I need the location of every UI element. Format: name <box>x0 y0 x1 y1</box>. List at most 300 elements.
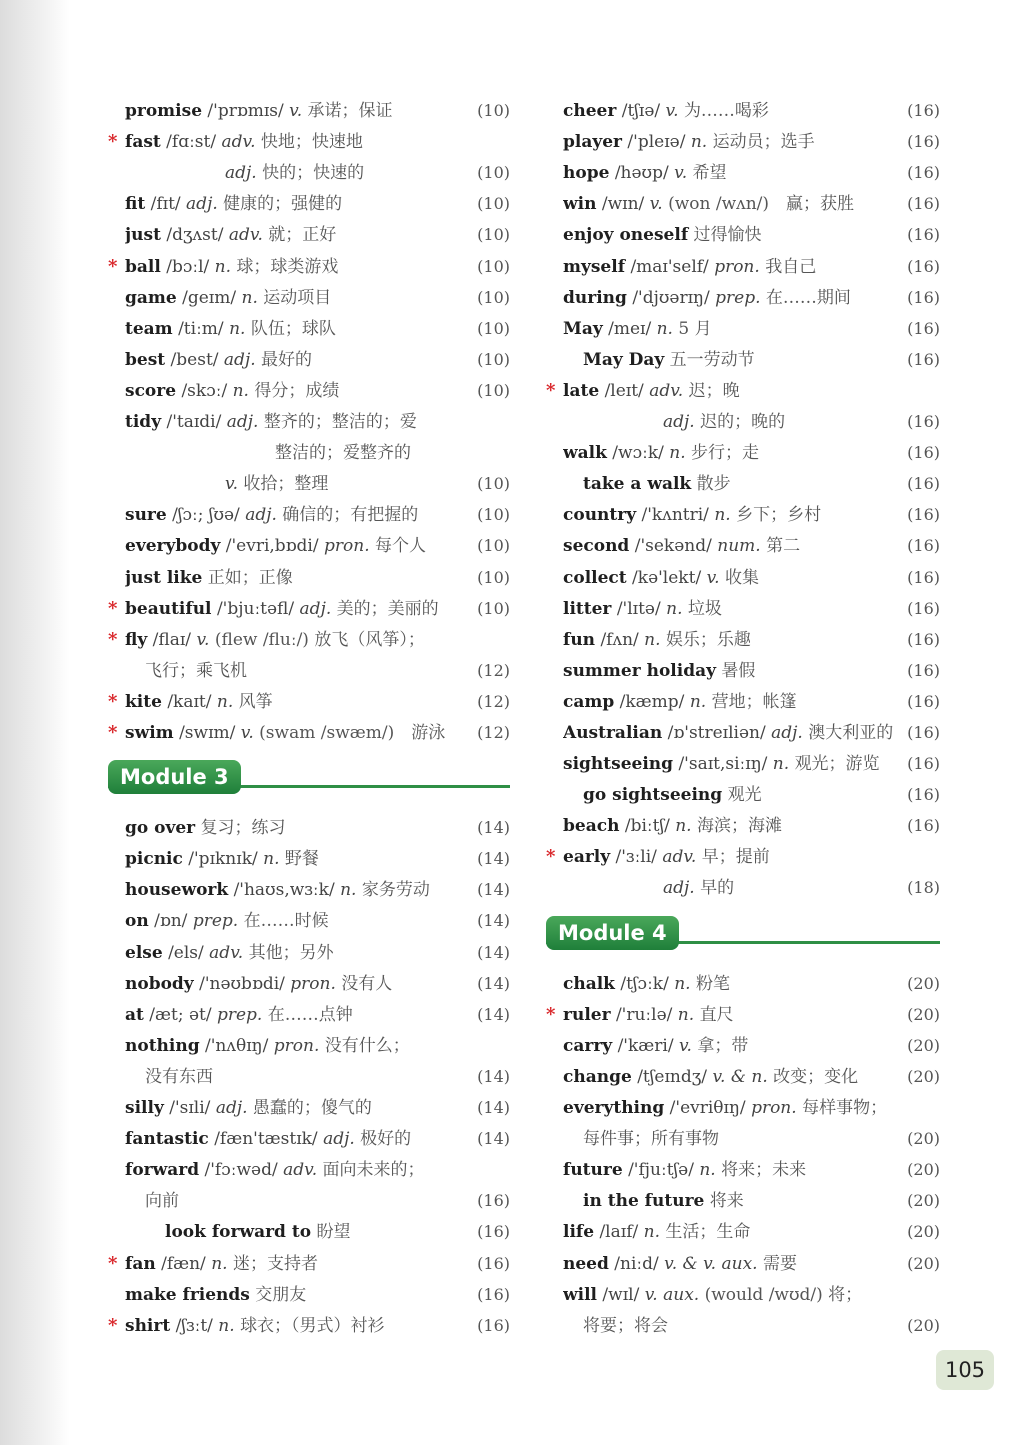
required-star-icon: * <box>108 690 118 712</box>
chinese-meaning: 观光；游览 <box>794 754 880 775</box>
entry-text <box>583 470 900 498</box>
page-reference: (16) <box>907 754 940 774</box>
page-reference: (16) <box>907 194 940 214</box>
headword: fit <box>125 194 146 215</box>
phonetic: /'kʌntri/ <box>641 505 709 526</box>
entry-line <box>100 221 510 249</box>
page-reference: (16) <box>907 660 940 680</box>
page-reference: (10) <box>477 380 510 400</box>
part-of-speech: v. & n. <box>712 1066 768 1087</box>
page-reference: (16) <box>907 723 940 742</box>
part-of-speech: v. <box>289 101 303 121</box>
headword: cheer <box>563 101 617 121</box>
headword: forward <box>125 1160 200 1181</box>
phonetic: /həʊp/ <box>614 163 669 184</box>
entry-text <box>563 159 900 187</box>
part-of-speech: n. <box>241 287 258 308</box>
phonetic: /ʃɜːt/ <box>175 1315 213 1336</box>
entry-line <box>100 159 510 187</box>
entry-line <box>100 939 510 967</box>
phonetic: /'sɪli/ <box>169 1098 211 1118</box>
chinese-meaning: (won /wʌn/) 赢；获胜 <box>668 194 855 215</box>
chinese-meaning: 澳大利亚的 <box>808 723 894 743</box>
entry-text <box>125 1125 470 1153</box>
entry-line <box>538 377 940 405</box>
chinese-meaning: 就；正好 <box>268 225 337 246</box>
headword: enjoy oneself <box>563 225 689 246</box>
chinese-meaning: 得分；成绩 <box>254 380 340 401</box>
entry-text <box>563 221 900 249</box>
headword: just like <box>125 567 203 588</box>
entry-line <box>100 1187 510 1215</box>
entry-text <box>125 1250 470 1278</box>
phonetic: /ɒ'streɪliən/ <box>667 723 766 743</box>
part-of-speech: prep. <box>715 287 761 308</box>
entry-text <box>563 970 900 998</box>
chinese-meaning: 风筝 <box>238 691 273 712</box>
page-reference: (16) <box>477 1253 510 1273</box>
page-reference: (10) <box>477 101 510 120</box>
chinese-meaning: 美的；美丽的 <box>336 598 439 619</box>
page-reference: (16) <box>907 536 940 556</box>
phonetic: /biːtʃ/ <box>624 816 670 837</box>
entry-text <box>125 190 470 218</box>
entry-line <box>538 688 940 716</box>
entry-text <box>125 1032 470 1060</box>
required-star-icon: * <box>108 722 118 743</box>
chinese-meaning: 每个人 <box>375 536 427 557</box>
part-of-speech: n. <box>211 1253 228 1274</box>
phonetic: /geɪm/ <box>182 287 237 308</box>
page-reference: (10) <box>477 598 510 618</box>
entry-text <box>583 346 900 374</box>
entry-line <box>100 626 510 654</box>
entry-line <box>538 626 940 654</box>
part-of-speech: v. <box>678 1035 692 1056</box>
entry-line <box>538 1094 940 1122</box>
chinese-meaning: 迟；晚 <box>688 380 740 401</box>
part-of-speech: v. <box>240 723 254 743</box>
headword: else <box>125 942 163 963</box>
entry-text <box>125 377 470 405</box>
part-of-speech: n. <box>772 754 790 775</box>
headword: carry <box>563 1035 613 1056</box>
headword: need <box>563 1253 609 1274</box>
part-of-speech: adj. <box>771 723 803 743</box>
entry-text <box>125 408 470 436</box>
chinese-meaning: 第二 <box>766 536 801 557</box>
entry-line <box>100 1156 510 1184</box>
headword: May Day <box>583 349 665 370</box>
entry-text <box>563 1032 900 1060</box>
entry-text <box>125 501 470 529</box>
phonetic: /kæmp/ <box>619 691 685 712</box>
phonetic: /'sekənd/ <box>634 536 712 557</box>
entry-text <box>583 1125 900 1153</box>
entry-line <box>100 1063 510 1091</box>
entry-line <box>538 97 940 125</box>
headword: just <box>125 225 161 246</box>
module-label: Module 3 <box>108 760 241 794</box>
headword: ruler <box>563 1004 611 1025</box>
page-reference: (10) <box>477 567 510 587</box>
entry-line <box>100 595 510 623</box>
phonetic: /niːd/ <box>614 1253 659 1274</box>
headword: game <box>125 287 177 308</box>
entry-line <box>538 874 940 902</box>
headword: will <box>563 1284 598 1305</box>
page-reference: (20) <box>907 1222 940 1242</box>
entry-line <box>538 1032 940 1060</box>
phonetic: /bɔːl/ <box>166 256 210 277</box>
chinese-meaning: 直尺 <box>699 1004 734 1025</box>
chinese-meaning: 在……期间 <box>765 287 851 308</box>
entry-line <box>100 501 510 529</box>
entry-text <box>125 1281 470 1309</box>
required-star-icon: * <box>546 379 556 401</box>
page-reference: (20) <box>907 1004 940 1024</box>
page-reference: (14) <box>477 818 510 838</box>
part-of-speech: num. <box>717 536 761 557</box>
chinese-meaning: 早的 <box>700 878 735 899</box>
chinese-meaning: 乡下；乡村 <box>736 505 822 526</box>
headword: shirt <box>125 1315 171 1336</box>
headword: housework <box>125 880 229 901</box>
entry-line <box>100 1125 510 1153</box>
part-of-speech: adj. <box>223 349 256 370</box>
entry-line <box>100 408 510 436</box>
page-reference: (20) <box>907 1066 940 1086</box>
module-heading <box>538 914 940 954</box>
phonetic: /'pɪknɪk/ <box>188 849 258 870</box>
entry-text <box>563 315 900 343</box>
part-of-speech: prep. <box>192 911 239 932</box>
entry-line <box>100 814 510 842</box>
part-of-speech: pron. <box>290 973 336 994</box>
entry-text <box>563 657 900 685</box>
phonetic: /maɪ'self/ <box>630 256 709 277</box>
chinese-meaning: 需要 <box>762 1253 797 1274</box>
phonetic: /'haʊs,wɜːk/ <box>233 880 335 901</box>
entry-text <box>125 688 470 716</box>
page-reference: (10) <box>477 194 510 214</box>
entry-text <box>563 501 900 529</box>
part-of-speech: n. <box>677 1004 695 1025</box>
headword: in the future <box>583 1191 705 1212</box>
page-reference: (20) <box>907 1253 940 1273</box>
phonetic: /'saɪt,siːɪŋ/ <box>678 754 768 775</box>
entry-line <box>538 439 940 467</box>
entry-text <box>125 595 470 623</box>
phonetic: /'kæri/ <box>617 1035 674 1056</box>
entry-line <box>100 377 510 405</box>
entry-line <box>538 128 940 156</box>
part-of-speech: prep. <box>216 1004 263 1025</box>
page-gutter-shadow <box>0 0 70 1445</box>
headword: camp <box>563 691 615 712</box>
entry-line <box>100 1218 510 1246</box>
entry-text <box>563 719 900 747</box>
entry-text <box>125 939 470 967</box>
part-of-speech: n. <box>675 816 692 837</box>
headword: myself <box>563 256 626 277</box>
entry-text <box>125 1156 470 1184</box>
phonetic: /'evri,bɒdi/ <box>225 536 319 557</box>
chinese-meaning: 运动员；选手 <box>712 132 815 153</box>
part-of-speech: v. <box>674 163 688 184</box>
entry-line <box>100 439 510 467</box>
chinese-meaning: 迷；支持者 <box>232 1253 318 1274</box>
page-reference: (10) <box>477 256 510 276</box>
page-reference: (14) <box>477 1098 510 1117</box>
page-reference: (14) <box>477 880 510 900</box>
headword: Australian <box>563 723 663 743</box>
entry-text <box>125 97 470 125</box>
chinese-meaning: 愚蠢的；傻气的 <box>252 1098 372 1118</box>
part-of-speech: n. <box>643 1222 660 1243</box>
part-of-speech: pron. <box>273 1035 320 1056</box>
page-reference: (10) <box>477 163 510 183</box>
chinese-meaning: 在……时候 <box>243 911 329 932</box>
chinese-meaning: 将要；将会 <box>583 1315 668 1336</box>
entry-text <box>563 190 900 218</box>
page-reference: (18) <box>907 878 940 898</box>
page-reference: (20) <box>907 1035 940 1055</box>
chinese-meaning: 整齐的；整洁的；爱 <box>263 412 417 432</box>
part-of-speech: adv. <box>662 847 697 868</box>
entry-line <box>538 315 940 343</box>
entry-text <box>275 439 470 467</box>
phonetic: /meɪ/ <box>608 318 652 339</box>
headword: fly <box>125 629 148 650</box>
entry-line <box>538 159 940 187</box>
phonetic: /leɪt/ <box>604 380 644 401</box>
chinese-meaning: 健康的；强健的 <box>223 194 343 215</box>
part-of-speech: adj. <box>186 194 218 215</box>
part-of-speech: n. <box>218 1315 235 1336</box>
phonetic: /'ɜːli/ <box>615 847 657 868</box>
phonetic: /fɪt/ <box>150 194 181 215</box>
headword: chalk <box>563 973 615 994</box>
headword: life <box>563 1222 595 1243</box>
chinese-meaning: 没有什么； <box>324 1035 410 1056</box>
required-star-icon: * <box>108 255 118 277</box>
page-reference: (20) <box>907 1160 940 1180</box>
headword: collect <box>563 567 627 588</box>
chinese-meaning: 生活；生命 <box>665 1222 751 1243</box>
phonetic: /wɪl/ <box>602 1284 640 1305</box>
chinese-meaning: 整洁的；爱整齐的 <box>275 443 411 464</box>
part-of-speech: adj. <box>225 163 257 184</box>
chinese-meaning: 飞行；乘飞机 <box>145 660 247 681</box>
page-reference: (12) <box>477 660 510 680</box>
headword: player <box>563 132 623 153</box>
chinese-meaning: 将来；未来 <box>721 1160 807 1181</box>
part-of-speech: n. <box>644 629 661 650</box>
phonetic: /ɒn/ <box>154 911 188 932</box>
entry-line <box>538 781 940 809</box>
chinese-meaning: 改变；变化 <box>773 1066 859 1087</box>
headword: kite <box>125 691 162 712</box>
headword: ball <box>125 256 161 277</box>
entry-line <box>538 1187 940 1215</box>
entry-text <box>125 284 470 312</box>
chinese-meaning: 收拾；整理 <box>243 474 329 495</box>
part-of-speech: v. <box>196 629 210 650</box>
part-of-speech: v. & v. aux. <box>664 1253 758 1274</box>
page-reference: (14) <box>477 1129 510 1149</box>
part-of-speech: v. <box>225 474 238 495</box>
phonetic: /'nəʊbɒdi/ <box>199 973 285 994</box>
headword: litter <box>563 598 612 619</box>
page-reference: (12) <box>477 723 510 742</box>
headword: fun <box>563 629 596 650</box>
entry-line <box>100 532 510 560</box>
headword: country <box>563 505 637 526</box>
phonetic: /swɪm/ <box>179 723 236 743</box>
entry-text <box>663 408 900 436</box>
part-of-speech: n. <box>656 318 673 339</box>
chinese-meaning: 队伍；球队 <box>250 318 336 339</box>
entry-text <box>145 1187 470 1215</box>
chinese-meaning: 快的；快速的 <box>262 163 365 184</box>
part-of-speech: n. <box>699 1160 716 1181</box>
chinese-meaning: 每样事物； <box>802 1098 888 1118</box>
chinese-meaning: 五一劳动节 <box>669 349 755 370</box>
part-of-speech: v. <box>649 194 663 215</box>
phonetic: /'fɔːwəd/ <box>204 1160 278 1181</box>
headword: second <box>563 536 630 557</box>
part-of-speech: v. aux. <box>644 1284 700 1305</box>
chinese-meaning: 粉笔 <box>696 973 730 994</box>
page-reference: (16) <box>907 101 940 120</box>
headword: team <box>125 318 173 339</box>
part-of-speech: v. <box>706 567 720 588</box>
page-reference: (10) <box>477 287 510 307</box>
entry-line <box>538 970 940 998</box>
page-reference: (16) <box>907 474 940 494</box>
page-reference: (16) <box>907 318 940 338</box>
entry-text <box>563 1250 900 1278</box>
phonetic: /tiːm/ <box>178 318 224 339</box>
chinese-meaning: 希望 <box>692 163 727 184</box>
entry-text <box>563 750 900 778</box>
headword: everybody <box>125 536 221 557</box>
entry-line <box>100 470 510 498</box>
headword: fan <box>125 1253 156 1274</box>
entry-text <box>563 1218 900 1246</box>
phonetic: /fʌn/ <box>600 629 639 650</box>
page-reference: (16) <box>907 411 940 431</box>
phonetic: /wɔːk/ <box>612 443 664 464</box>
part-of-speech: n. <box>714 505 731 526</box>
entry-line <box>538 284 940 312</box>
page-reference: (16) <box>907 256 940 276</box>
required-star-icon: * <box>108 628 118 650</box>
page-reference: (10) <box>477 318 510 338</box>
page-reference: (16) <box>907 225 940 245</box>
entry-line <box>538 253 940 281</box>
part-of-speech: n. <box>232 380 249 401</box>
page-reference: (16) <box>907 629 940 649</box>
entry-text <box>563 1001 900 1029</box>
headword: best <box>125 349 166 370</box>
entry-text <box>125 128 470 156</box>
headword: beautiful <box>125 598 212 619</box>
chinese-meaning: 快地；快速地 <box>260 132 363 153</box>
entry-line <box>538 843 940 871</box>
entry-text <box>225 470 470 498</box>
chinese-meaning: 球；球类游戏 <box>236 256 339 277</box>
headword: go over <box>125 818 196 839</box>
entry-line <box>538 501 940 529</box>
page-number: 105 <box>936 1350 994 1390</box>
entry-text <box>563 128 900 156</box>
entry-line <box>538 190 940 218</box>
entry-line <box>100 1032 510 1060</box>
phonetic: /'evriθɪŋ/ <box>669 1098 746 1118</box>
part-of-speech: adv. <box>209 942 244 963</box>
part-of-speech: pron. <box>751 1098 797 1118</box>
required-star-icon: * <box>108 1314 118 1336</box>
chinese-meaning: 营地；帐篷 <box>711 691 797 712</box>
entry-line <box>538 812 940 840</box>
part-of-speech: n. <box>669 443 686 464</box>
headword: fantastic <box>125 1129 209 1150</box>
headword: at <box>125 1004 144 1025</box>
phonetic: /fɑːst/ <box>166 132 217 153</box>
entry-text <box>563 1156 900 1184</box>
required-star-icon: * <box>546 846 556 868</box>
chinese-meaning: (would /wʊd/) 将； <box>704 1284 863 1305</box>
entry-text <box>125 253 470 281</box>
entry-line <box>538 408 940 436</box>
phonetic: /kaɪt/ <box>167 691 212 712</box>
headword: score <box>125 380 177 401</box>
headword: beach <box>563 816 620 837</box>
phonetic: /ʃɔː; ʃʊə/ <box>172 505 240 526</box>
chinese-meaning: 早；提前 <box>701 847 770 868</box>
page-reference: (16) <box>907 598 940 618</box>
page-reference: (20) <box>907 973 940 993</box>
module-label: Module 4 <box>546 916 679 950</box>
entry-line <box>538 1156 940 1184</box>
headword: everything <box>563 1098 665 1118</box>
phonetic: /'bjuːtəfl/ <box>216 598 295 619</box>
page-reference: (16) <box>907 163 940 183</box>
phonetic: /laɪf/ <box>599 1222 639 1243</box>
entry-line <box>100 907 510 935</box>
headword: picnic <box>125 849 183 870</box>
page-reference: (16) <box>477 1315 510 1335</box>
entry-text <box>125 845 470 873</box>
headword: change <box>563 1066 632 1087</box>
chinese-meaning: 球衣；（男式）衬衫 <box>240 1315 385 1336</box>
entry-line <box>538 346 940 374</box>
headword: sightseeing <box>563 754 674 775</box>
entry-line <box>100 1281 510 1309</box>
entry-text <box>125 532 470 560</box>
chinese-meaning: 复习；练习 <box>200 818 286 839</box>
part-of-speech: v. <box>665 101 679 121</box>
entry-text <box>145 1063 470 1091</box>
headword: tidy <box>125 412 162 432</box>
entry-text <box>125 907 470 935</box>
entry-line <box>100 688 510 716</box>
headword: May <box>563 318 603 339</box>
headword: walk <box>563 443 607 464</box>
part-of-speech: n. <box>340 880 357 901</box>
